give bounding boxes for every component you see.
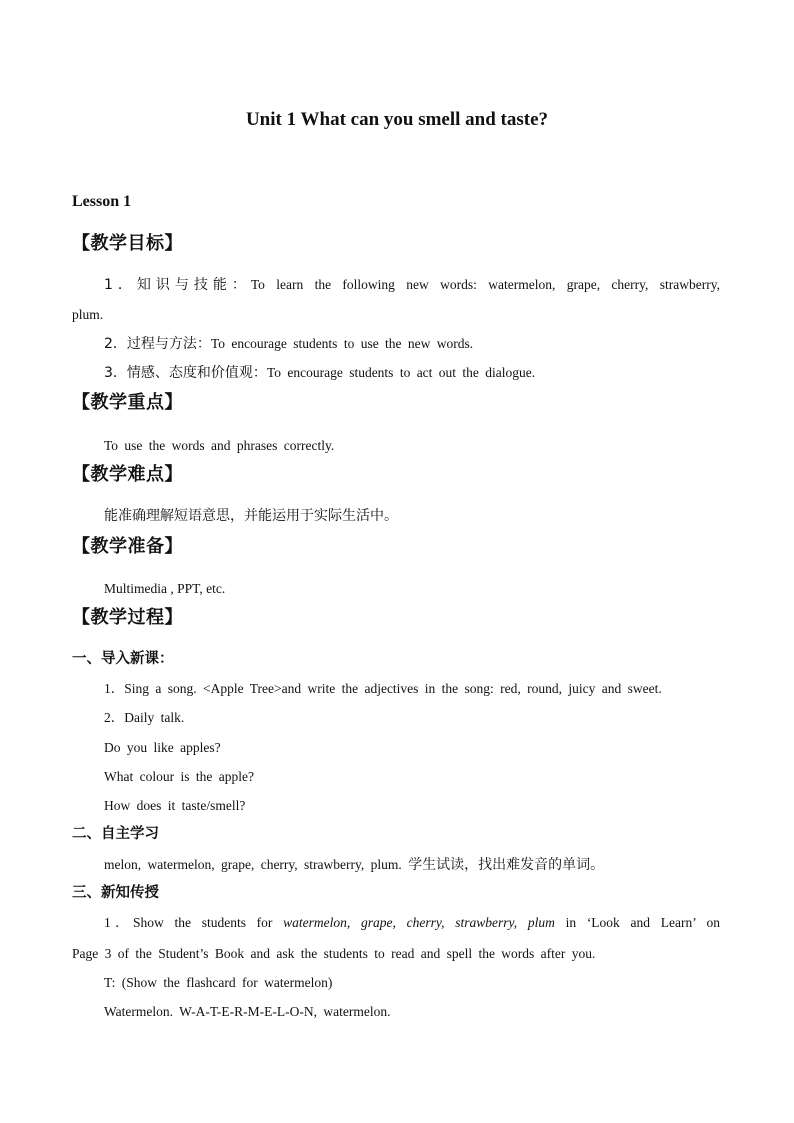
step-3-heading: 三、新知传授 <box>72 885 159 901</box>
objective-1-continuation: plum. <box>72 307 104 322</box>
step-2-instruction: 学生试读，找出难发音的单词。 <box>408 857 605 873</box>
objective-1-line <box>104 276 720 294</box>
objective-3-text: To encourage students to act out the dialogue. <box>266 365 536 380</box>
step-2-heading: 二、自主学习 <box>72 826 159 842</box>
objective-3-label: 3．情感、态度和价值观： <box>104 365 267 381</box>
step-2-line <box>104 856 604 874</box>
objective-2-text: To encourage students to use the new words. <box>210 336 474 351</box>
step-3-paragraph-line-2: Page 3 of the Student’s Book and ask the students to read and spell the words after you. <box>72 946 596 961</box>
step-1-line-1: 1．Sing a song. <Apple Tree>and write the adjectives in the song: red, round, juicy and sweet. <box>104 681 662 696</box>
step-2-words: melon, watermelon, grape, cherry, strawberry, plum. <box>104 857 409 872</box>
objective-3-line <box>104 364 535 382</box>
step-3-text-b: in ‘Look and Learn’ on <box>554 915 720 930</box>
objective-2-line <box>104 335 473 353</box>
step-3-teacher-line: T: (Show the flashcard for watermelon) <box>104 975 333 990</box>
step-1-heading: 一、导入新课： <box>72 651 174 667</box>
key-points-text: To use the words and phrases correctly. <box>104 438 335 453</box>
section-heading-procedure: 【教学过程】 <box>72 607 183 628</box>
step-3-spelling-line: Watermelon. W-A-T-E-R-M-E-L-O-N, watermelon. <box>104 1004 391 1019</box>
step-1-line-5: How does it taste/smell? <box>104 798 246 813</box>
section-heading-key-points: 【教学重点】 <box>72 392 183 413</box>
difficulties-text: 能准确理解短语意思，并能运用于实际生活中。 <box>104 508 398 524</box>
step-3-text-a: 1．Show the students for <box>104 915 284 930</box>
lesson-label: Lesson 1 <box>72 193 132 210</box>
document-title: Unit 1 What can you smell and taste? <box>245 109 549 130</box>
step-1-line-4: What colour is the apple? <box>104 769 254 784</box>
step-1-line-2: 2．Daily talk. <box>104 710 185 725</box>
step-1-line-3: Do you like apples? <box>104 740 221 755</box>
section-heading-preparation: 【教学准备】 <box>72 536 183 557</box>
section-heading-difficulties: 【教学难点】 <box>72 464 183 485</box>
objective-2-label: 2．过程与方法： <box>104 336 211 352</box>
section-heading-objectives: 【教学目标】 <box>72 233 183 254</box>
step-3-italic-words: watermelon, grape, cherry, strawberry, plum <box>283 915 555 930</box>
objective-1-label: 1．知识与技能： <box>104 277 251 293</box>
objective-1-text: To learn the following new words: watermelon, grape, cherry, strawberry, <box>250 277 720 292</box>
step-3-paragraph-line-1 <box>104 914 720 932</box>
preparation-text: Multimedia , PPT, etc. <box>104 581 226 596</box>
